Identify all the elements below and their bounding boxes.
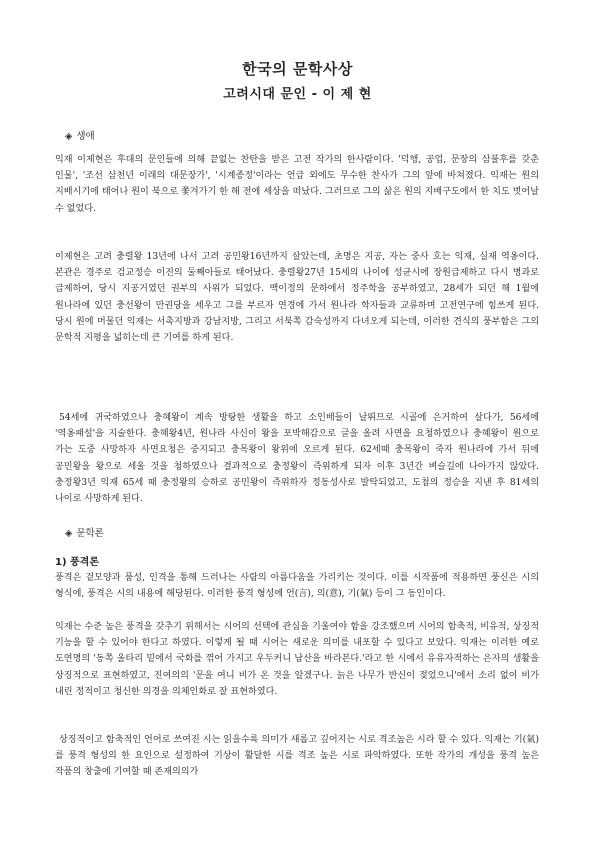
document-title: 한국의 문학사상 xyxy=(242,60,353,78)
section-heading-label: 문학론 xyxy=(76,528,104,539)
section-heading-theory xyxy=(65,525,104,539)
theory-paragraph-1: 풍격은 겉모양과 품성, 인격을 통해 드러나는 사람의 아름다움을 가리키는 것이다. 이를 시작품에 적용하면 풍신은 시의 형식에, 풍격은 시의 내용에 해당된다. 이러한 풍격 형성에 언(言), 의(意), 기(氣) 등이 그 동인이다. xyxy=(55,573,539,600)
section-heading-life xyxy=(65,128,95,142)
sub-heading-pungyeok: 1) 풍격론 xyxy=(55,557,99,568)
diamond-bullet-icon: ◈ xyxy=(65,131,73,142)
life-paragraph-3: 54세에 귀국하였으나 충혜왕이 계속 방탕한 생활을 하고 소인배들이 날뛰므로 시골에 은거하여 살다가, 56세에 '역옹패설'을 지술한다. 충혜왕4년, 원나라 사신이 왕을 포박해감으로 글을 올려 사면을 요청하였으나 충혜왕이 원으로 가는 도중 사망하자 사면요청은 중지되고 충목왕이 왕위에 오르게 된다. 62세때 충목왕이 죽자 원나라에 가서 뒤에 공민왕을 왕으로 세울 것을 청하였으나 결과적으로 충정왕이 즉위하게 되자 이후 3년간 벼슬길에 나아가지 않았다. 충정왕3년 익재 65세 때 충정왕의 승하로 공민왕이 즉위하자 정동성사로 발탁되었고, 도첨의 정승을 지낸 후 81세의 나이로 사망하게 된다. xyxy=(55,413,539,505)
theory-paragraph-3: 상징적이고 함축적인 언어로 쓰여진 시는 읽을수록 의미가 새롭고 깊어지는 시로 격조높은 시라 할 수 있다. 익재는 기(氣)를 풍격 형성의 한 요인으로 설정하여 기상이 활달한 시를 격조 높은 시로 파악하였다. 또한 작가의 개성을 풍격 높은 작품의 창출에 기여할 때 존재의의가 xyxy=(55,735,539,778)
theory-paragraph-2: 익재는 수준 높은 풍격을 갖추기 위해서는 시어의 선택에 관심을 기울여야 함을 강조했으며 시어의 함축적, 비유적, 상징적 기능을 할 수 있어야 한다고 하였다. 이렇게 될 때 시어는 새로운 의미를 내포할 수 있다고 보았다. 익재는 이러한 예로 도연명의 '동쪽 울타리 밑에서 국화를 꺾어 가지고 우두커니 남산을 바라본다.'라고 한 시에서 유유자적하는 은자의 생활을 상징적으로 표현하였고, 진여의의 '문을 여니 비가 온 것을 알겠구나. 늙은 나무가 반신이 젖었으니'에서 소리 없이 비가 내린 정적이고 청신한 의경을 의체인화로 잘 표현하였다. xyxy=(55,622,539,697)
document-subtitle: 고려시대 문인 - 이 제 현 xyxy=(223,87,372,102)
section-heading-label: 생애 xyxy=(76,131,95,142)
diamond-bullet-icon: ◈ xyxy=(65,528,73,539)
life-paragraph-1: 익재 이제현은 후대의 문인들에 의해 끝없는 찬탄을 받은 고전 작가의 한사람이다. '덕행, 공업, 문장의 삼불후를 갖춘 인물', '조선 삼천년 이래의 대문장가', '시계종정'이라는 언급 외에도 무수한 찬사가 그의 앞에 바쳐졌다. 익재는 원의 지배시기에 태어나 원이 북으로 쫓겨가기 한 해 전에 세상을 떠났다. 그러므로 그의 삶은 원의 지배구도에서 한 치도 벗어날 수 없었다. xyxy=(55,155,539,214)
life-paragraph-2: 이제현은 고려 충렬왕 13년에 나서 고려 공민왕16년까지 살았는데, 초명은 지공, 자는 중사 호는 익재, 실재 역옹이다. 본관은 경주로 검교정승 이진의 둘째아들로 태어났다. 충렬왕27년 15세의 나이에 성균시에 장원급제하고 다시 병과로 급제하여, 당시 지공거였던 권부의 사위가 되었다. 백이정의 문하에서 정주학을 공부하였고, 28세가 되던 해 1월에 원나라에 있던 충선왕이 만권당을 세우고 그를 부르자 연경에 가서 원나라 학자들과 교류하며 고전연구에 힘쓰게 된다. 당시 원에 머물던 익재는 서촉지방과 강남지방, 그리고 서북쪽 감숙성까지 다녀오게 되는데, 이러한 견식의 풍부함은 그의 문학적 지평을 넓히는데 큰 기여를 하게 된다. xyxy=(55,252,539,344)
